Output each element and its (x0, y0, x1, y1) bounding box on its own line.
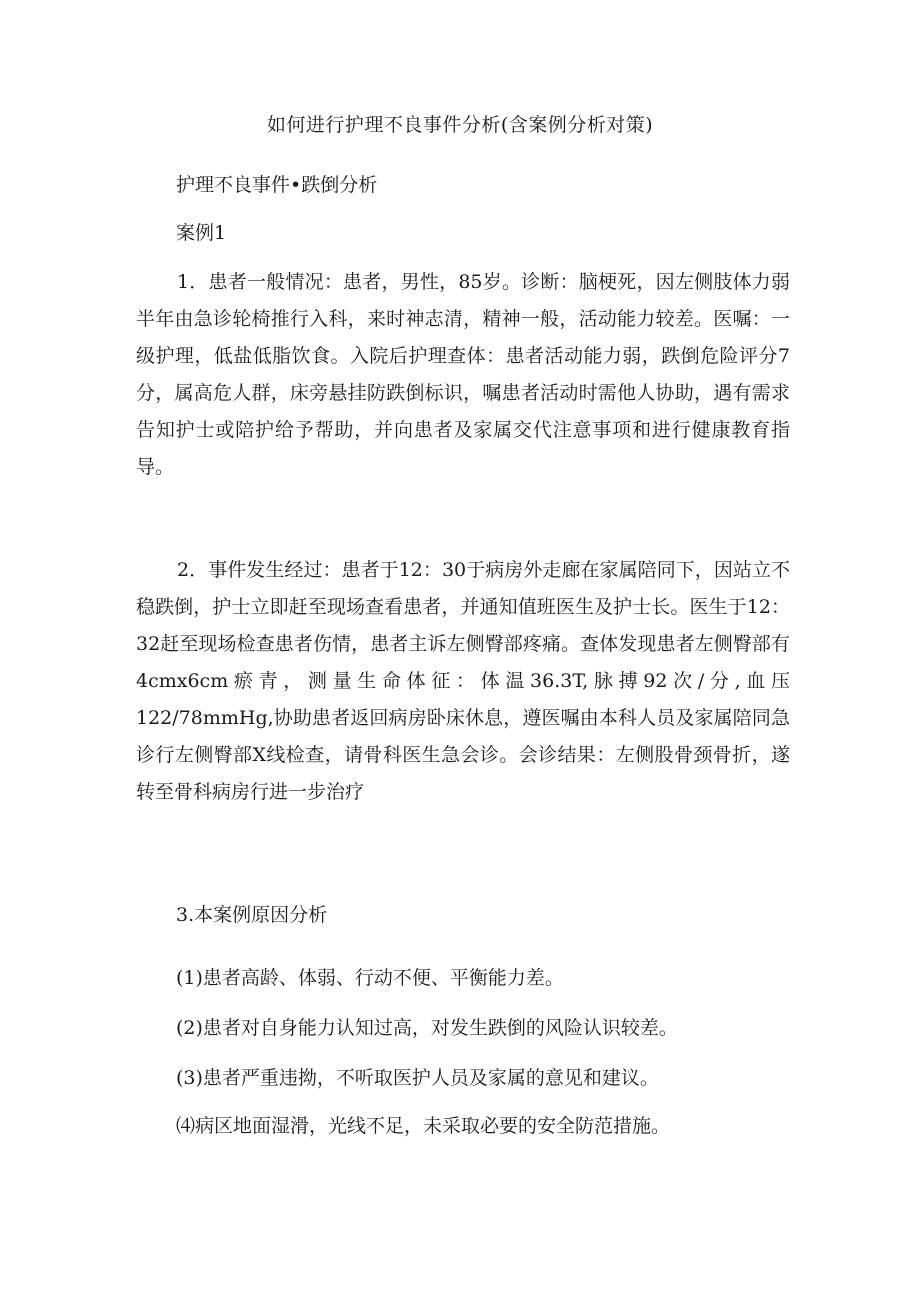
cause-item-3: (3)患者严重违拗，不听取医护人员及家属的意见和建议。 (176, 1067, 659, 1089)
cause-item-1: (1)患者高龄、体弱、行动不便、平衡能力差。 (176, 967, 564, 989)
cause-item-4: ⑷病区地面湿滑，光线不足，未采取必要的安全防范措施。 (176, 1115, 671, 1137)
paragraph-general-info: 1．患者一般情况：患者，男性，85岁。诊断：脑梗死，因左侧肢体力弱半年由急诊轮椅推行入科，来时神志清，精神一般，活动能力较差。医嘱：一级护理，低盐低脂饮食。入院后护理查体：患者活动能力弱，跌倒危险评分7分，属高危人群，床旁悬挂防跌倒标识，嘱患者活动时需他人协助，遇有需求告知护士或陪护给予帮助，并向患者及家属交代注意事项和进行健康教育指导。 (136, 271, 790, 478)
cause-item-2: (2)患者对自身能力认知过高，对发生跌倒的风险认识较差。 (176, 1017, 678, 1039)
case-label: 案例1 (176, 222, 227, 244)
document-title: 如何进行护理不良事件分析(含案例分析对策) (266, 114, 654, 136)
section-heading: 护理不良事件•跌倒分析 (176, 174, 378, 196)
paragraph-event-process: 2．事件发生经过：患者于12：30于病房外走廊在家属陪同下，因站立不稳跌倒，护士立即赶至现场查看患者，并通知值班医生及护士长。医生于12：32赶至现场检查患者伤情，患者主诉左侧臀部疼痛。查体发现患者左侧臀部有4cmx6cm瘀青，测量生命体征：体温36.3T,脉搏92次/分,血压122∕78mmHg,协助患者返回病房卧床休息，遵医嘱由本科人员及家属陪同急诊行左侧臀部X线检查，请骨科医生急会诊。会诊结果：左侧股骨颈骨折，遂转至骨科病房行进一步治疗 (136, 559, 790, 803)
analysis-heading: 3.本案例原因分析 (176, 904, 328, 926)
